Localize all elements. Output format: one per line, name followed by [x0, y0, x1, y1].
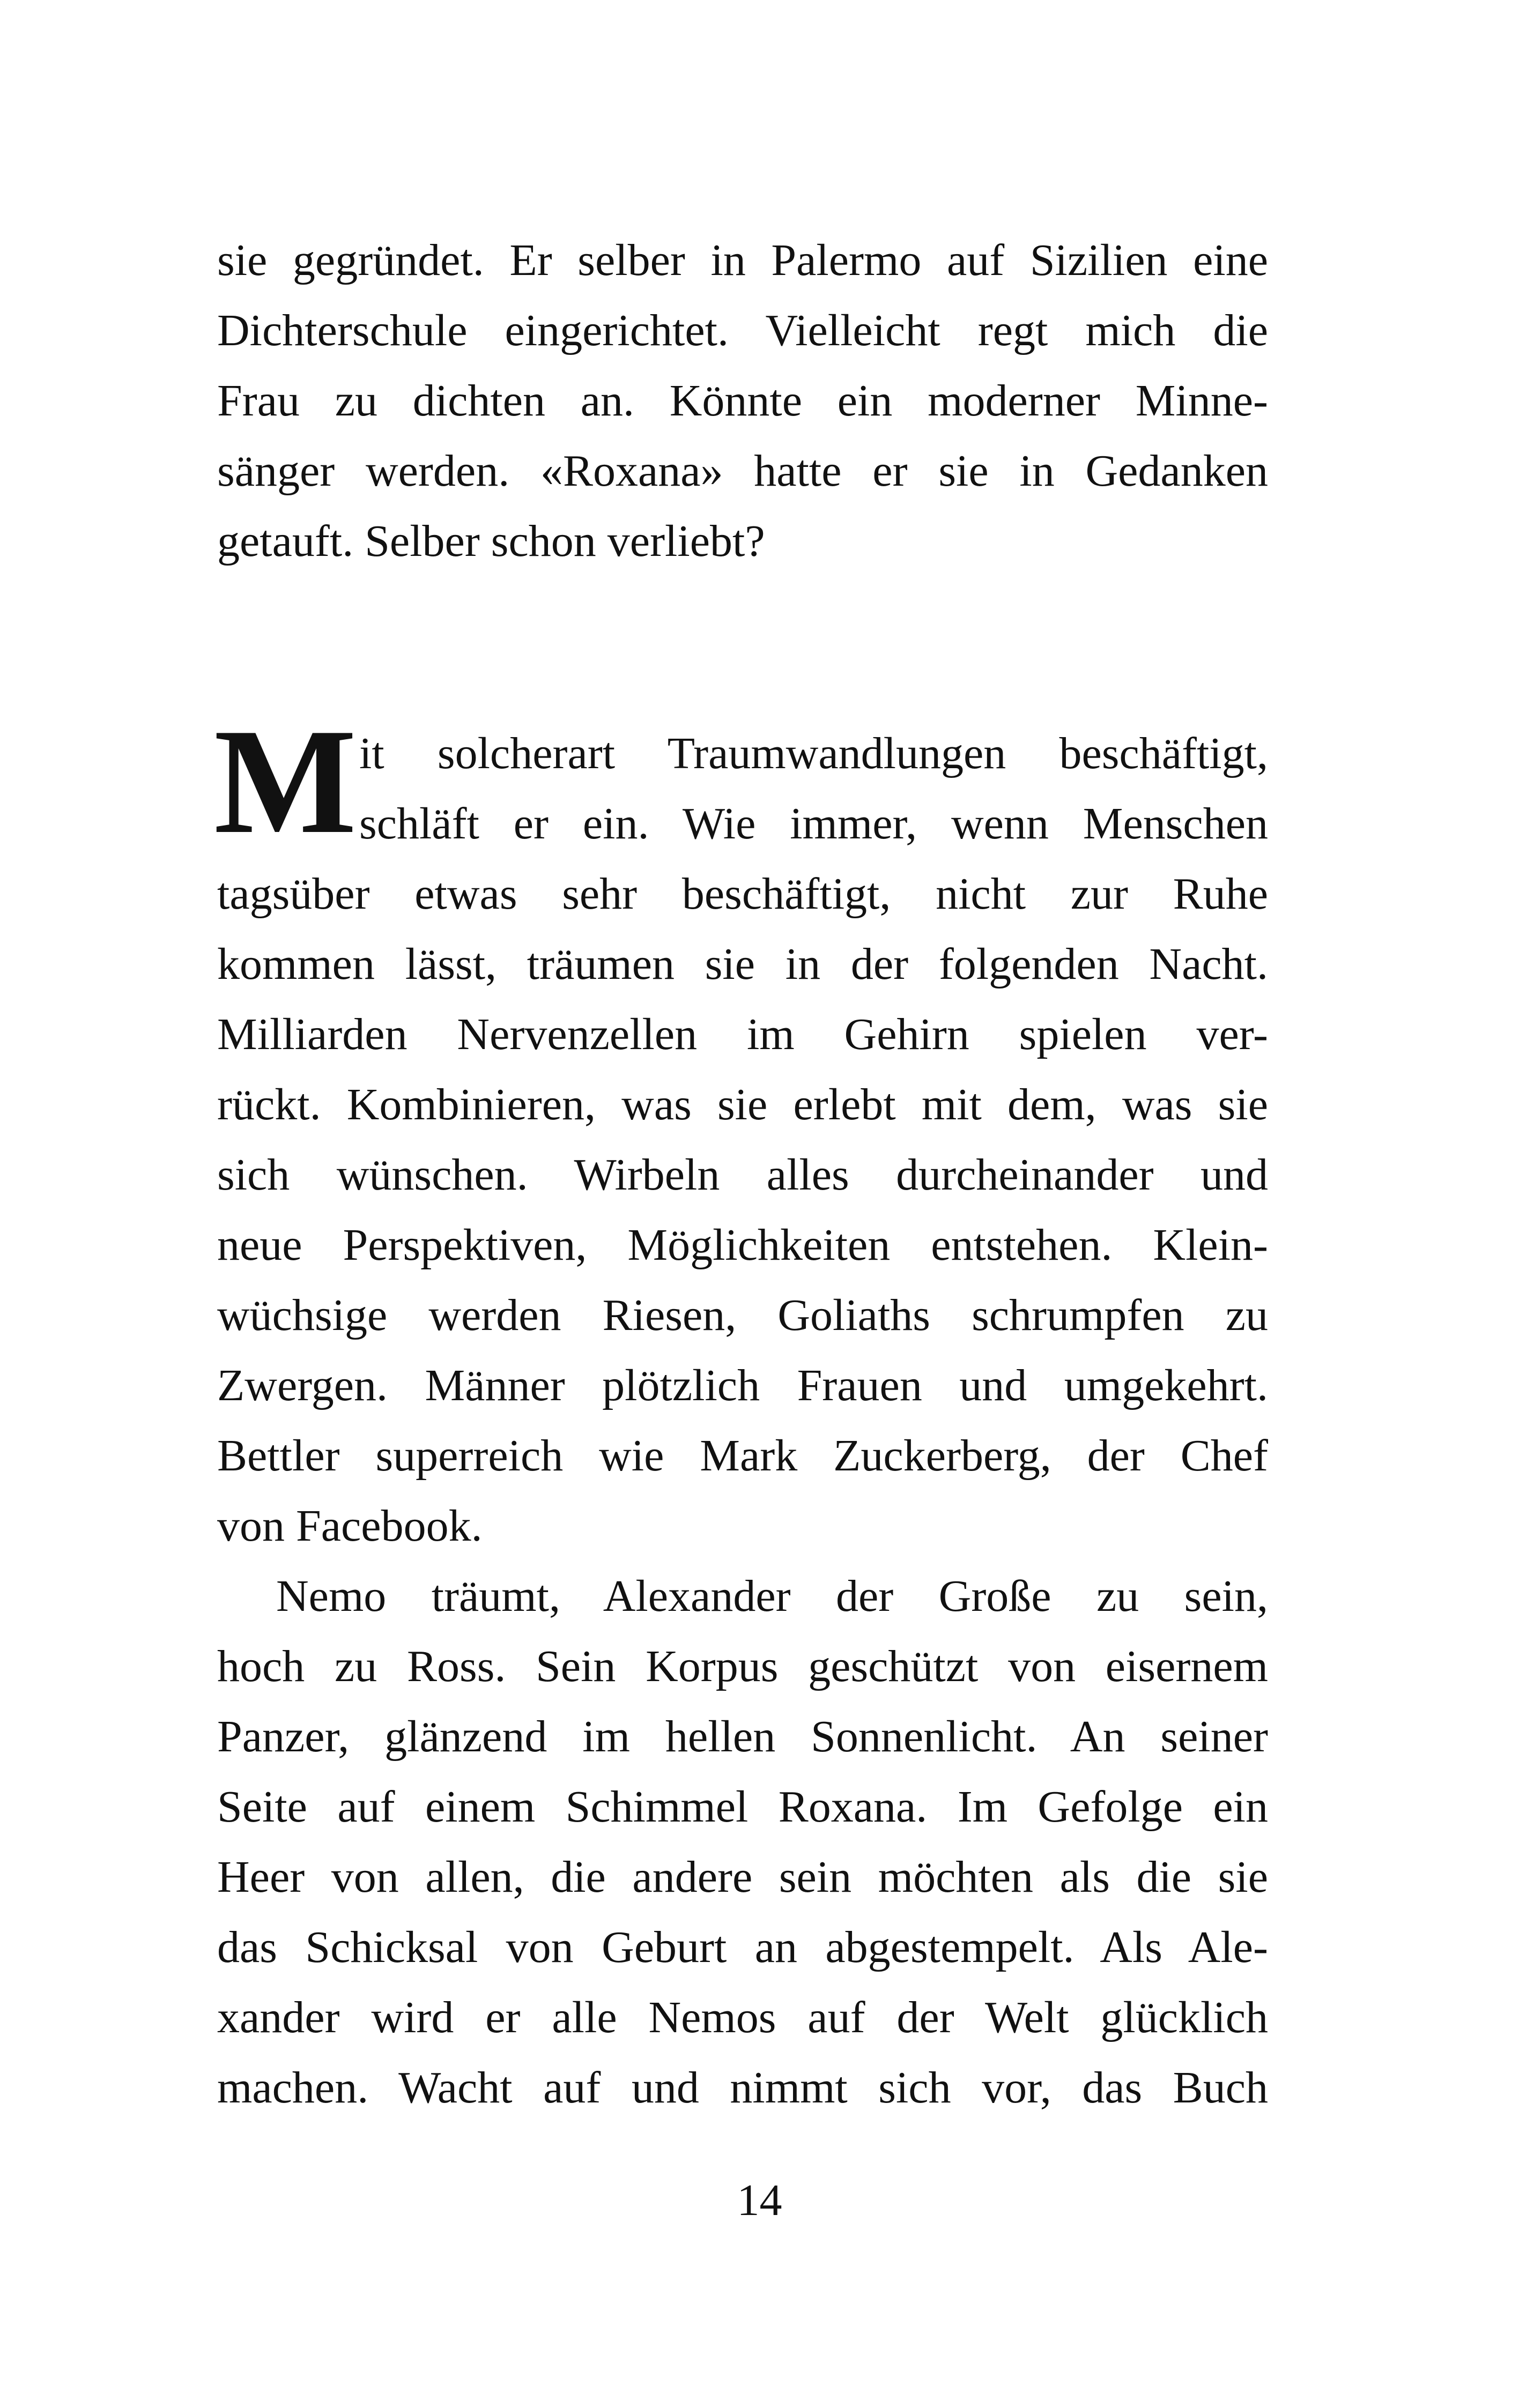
text-line: Nemo träumt, Alexander der Große zu sein,	[276, 1571, 1268, 1621]
section-body	[214, 697, 1268, 2123]
text-line: schläft er ein. Wie immer, wenn Menschen	[359, 799, 1268, 849]
text-line: neue Perspektiven, Möglichkeiten entstehen. Klein-	[217, 1220, 1268, 1270]
top-paragraph	[217, 225, 1268, 576]
text-line: wüchsige werden Riesen, Goliaths schrumpfen zu	[217, 1290, 1268, 1340]
text-line: Zwergen. Männer plötzlich Frauen und umgekehrt.	[217, 1361, 1268, 1410]
text-line: rückt. Kombinieren, was sie erlebt mit dem, was sie	[217, 1080, 1268, 1129]
drop-cap: M	[214, 697, 357, 865]
page-number: 14	[737, 2175, 782, 2225]
text-line: Dichterschule eingerichtet. Vielleicht regt mich die	[217, 306, 1268, 355]
text-line: sänger werden. «Roxana» hatte er sie in Gedanken	[217, 446, 1268, 496]
text-line: sie gegründet. Er selber in Palermo auf Sizilien eine	[217, 235, 1268, 285]
text-line: Frau zu dichten an. Könnte ein moderner Minne-	[217, 376, 1268, 426]
text-line: kommen lässt, träumen sie in der folgenden Nacht.	[217, 939, 1268, 989]
text-line: xander wird er alle Nemos auf der Welt glücklich	[217, 1993, 1268, 2042]
text-line: tagsüber etwas sehr beschäftigt, nicht zur Ruhe	[217, 869, 1268, 919]
text-line: das Schicksal von Geburt an abgestempelt. Als Ale-	[217, 1922, 1268, 1972]
text-line: sich wünschen. Wirbeln alles durcheinander und	[217, 1150, 1268, 1200]
text-line: machen. Wacht auf und nimmt sich vor, das Buch	[217, 2063, 1268, 2113]
text-line: Milliarden Nervenzellen im Gehirn spielen ver-	[217, 1009, 1268, 1059]
text-line: Heer von allen, die andere sein möchten als die sie	[217, 1852, 1268, 1902]
text-line: it solcherart Traumwandlungen beschäftigt,	[359, 729, 1268, 778]
text-line: Panzer, glänzend im hellen Sonnenlicht. An seiner	[217, 1712, 1268, 1762]
text-line: getauft. Selber schon verliebt?	[217, 516, 765, 566]
text-line: von Facebook.	[217, 1501, 483, 1551]
text-line: Bettler superreich wie Mark Zuckerberg, der Chef	[217, 1431, 1268, 1481]
text-line: Seite auf einem Schimmel Roxana. Im Gefolge ein	[217, 1782, 1268, 1832]
text-line: hoch zu Ross. Sein Korpus geschützt von eisernem	[217, 1641, 1268, 1691]
